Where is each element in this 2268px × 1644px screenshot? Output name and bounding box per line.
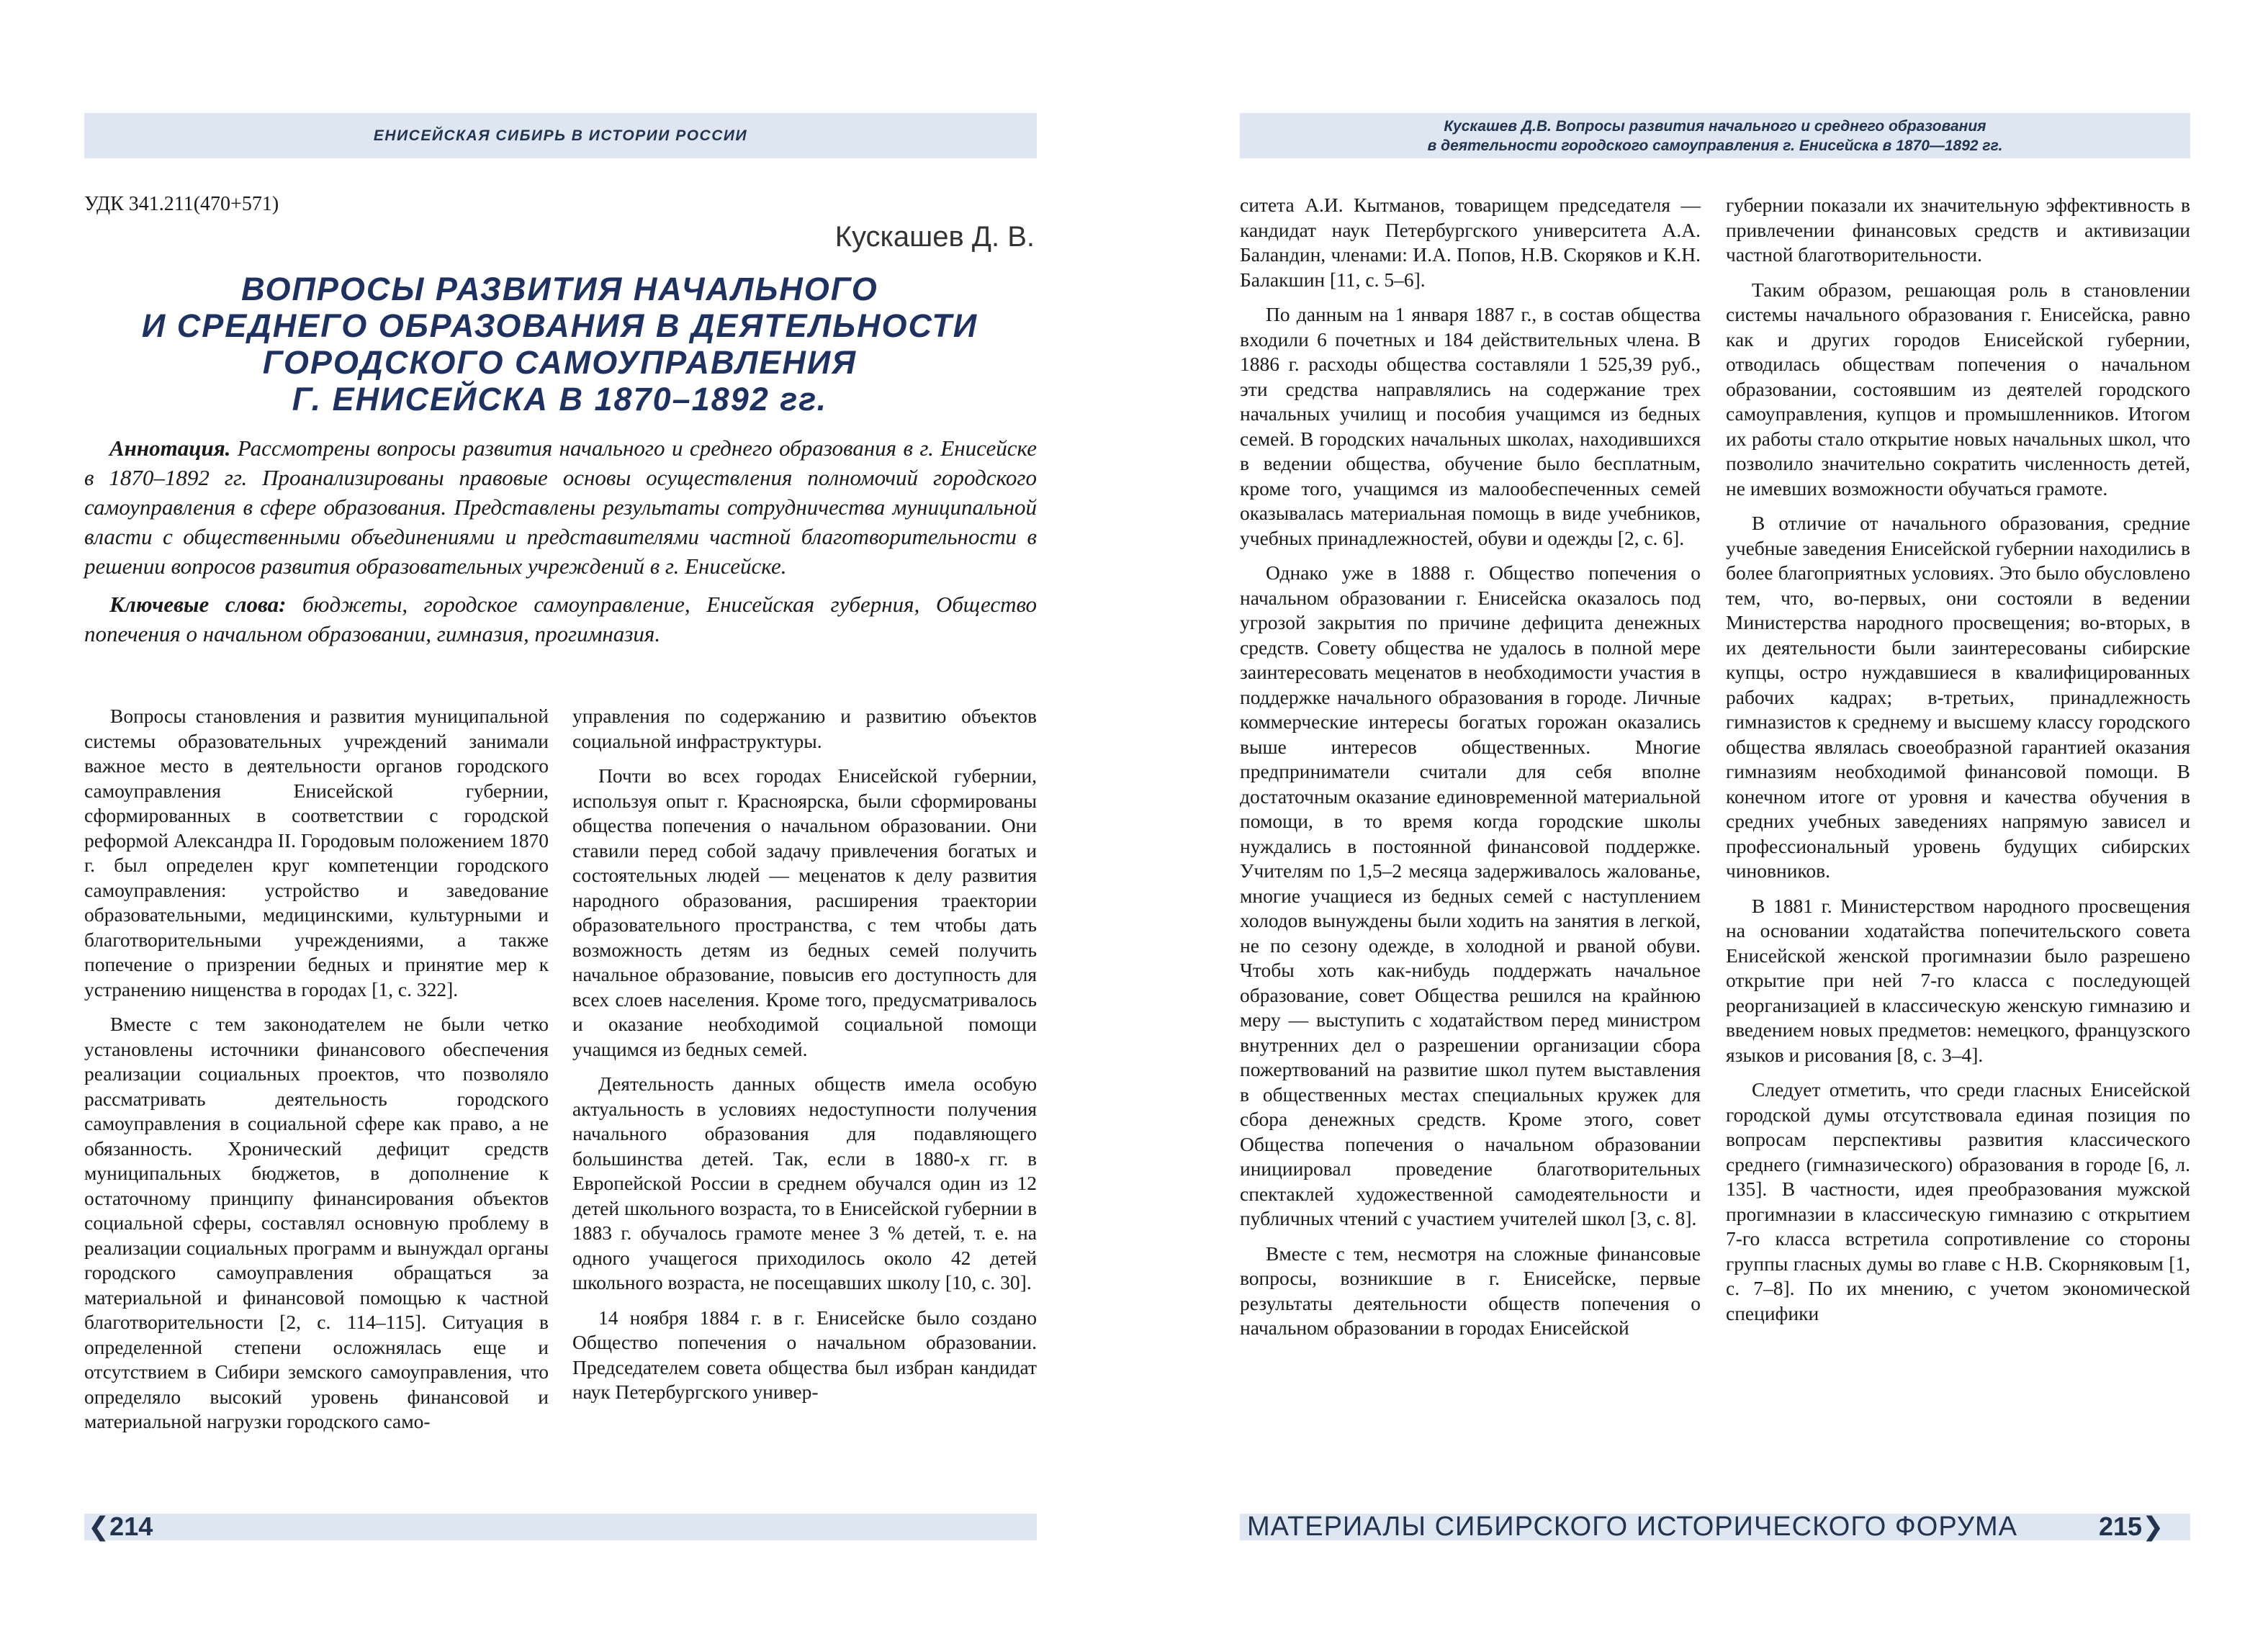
paragraph: Вместе с тем, несмотря на сложные финансовые вопросы, возникшие в г. Енисейске, первые результаты деятельности обществ попечения о начальном образовании в городах Енисейской <box>1240 1242 1701 1339</box>
abstract <box>84 433 1037 581</box>
paragraph: Однако уже в 1888 г. Общество попечения о начальном образовании г. Енисейска оказалось под угрозой закрытия по причине дефицита денежных средств. Совету общества не удалось в полной мере заинтересовать меценатов в необходимости участия в поддержке начального образования в городе. Личные коммерческие интересы богатых горожан оказались выше интересов общественных. Многие предприниматели считали для себя вполне достаточным оказание единовременной материальной помощи, в то время когда городские школы нуждались в постоянной финансовой поддержке. Учителям по 1,5–2 месяца задерживалось жалованье, многие учащиеся из бедных семей с наступлением холодов вынуждены были ходить на занятия в легкой, не по сезону одежде, в холодной и рваной обуви. Чтобы хоть как-нибудь поддержать начальное образование, совет Общества решился на крайнюю меру — выступить с ходатайством перед министром внутренних дел о разрешении организации сбора пожертвований на развитие школ путем выставления в общественных местах специальных кружек для сбора денежных средств. Кроме этого, совет Общества попечения о начальном образовании инициировал проведение благотворительных спектаклей художественной самодеятельности и публичных чтений с участием учителей школ [3, с. 8]. <box>1240 561 1701 1229</box>
running-header: ЕНИСЕЙСКАЯ СИБИРЬ В ИСТОРИИ РОССИИ <box>84 113 1037 158</box>
running-header-line: Кускашев Д.В. Вопросы развития начального и среднего образования <box>1444 118 1986 135</box>
chevron-right-icon: ❯ <box>2142 1512 2164 1541</box>
article-title <box>79 271 1040 417</box>
udk-code: УДК 341.211(470+571) <box>84 193 279 215</box>
right-column-2 <box>1726 193 2190 1336</box>
left-column-2 <box>572 704 1037 1415</box>
paragraph: Вместе с тем законодателем не были четко установлены источники финансового обеспечения реализации социальных проектов, что позволяло рассматривать деятельность городского самоуправления в социальной сфере как право, а не обязанность. Хронический дефицит средств муниципальных бюджетов, в дополнение к остаточному принципу финансирования объектов социальной сферы, составлял основную проблему в реализации социальных программ и вынуждал органы городского самоуправления обращаться за материальной и финансовой помощью к частной благотворительности [2, с. 114–115]. Ситуация в определенной степени осложнялась еще и отсутствием в Сибири земского самоуправления, что определяло высокий уровень финансовой и материальной нагрузки городского само- <box>84 1013 549 1432</box>
running-header-line: в деятельности городского самоуправления г. Енисейска в 1870—1892 гг. <box>1427 137 2003 154</box>
paragraph: По данным на 1 января 1887 г., в состав общества входили 6 почетных и 184 действительных члена. В 1886 г. расходы общества составляли 1 525,39 руб., эти средства направлялись на содержание трех начальных училищ и пособия учащимся из бедных семей. В городских начальных школах, находившихся в ведении общества, обучение было бесплатным, кроме того, учащимся из малообеспеченных семей оказывалась материальная помощь в виде учебников, учебных принадлежностей, обуви и одежды [2, с. 6]. <box>1240 303 1701 549</box>
page-number: ❮214 <box>88 1512 153 1541</box>
keywords <box>84 590 1037 649</box>
title-line: ГОРОДСКОГО САМОУПРАВЛЕНИЯ <box>262 344 858 381</box>
keywords-text: бюджеты, городское самоуправление, Енисейская губерния, Общество попечения о начальном образовании, гимназия, прогимназия. <box>84 592 1038 646</box>
running-header <box>1240 113 2190 158</box>
abstract-label: Аннотация. <box>109 435 231 461</box>
paragraph: Деятельность данных обществ имела особую актуальность в условиях недоступности получения начального образования для подавляющего большинства детей. Так, если в 1880-х гг. в Европейской России в среднем обучался один из 12 детей школьного возраста, то в Енисейской губернии в 1883 г. обучалось грамоте менее 3 % детей, т. е. на одного учащегося приходилось около 42 детей школьного возраста, не посещавших школу [10, с. 30]. <box>572 1072 1037 1293</box>
paragraph: В отличие от начального образования, средние учебные заведения Енисейской губернии находились в более благоприятных условиях. Это было обусловлено тем, что, во-первых, они состояли в ведении Министерства народного просвещения; во-вторых, в их деятельности были заинтересованы сибирские купцы, остро нуждавшиеся в квалифицированных рабочих кадрах; в-третьих, принадлежность гимназистов к среднему и высшему классу городского общества являлась своеобразной гарантией оказания гимназиям необходимой финансовой помощи. В конечном итоге от уровня и качества обучения в средних учебных заведениях напрямую зависел и профессиональный уровень будущих сибирских чиновников. <box>1726 512 2190 882</box>
paragraph: управления по содержанию и развитию объектов социальной инфраструктуры. <box>572 705 1037 752</box>
paragraph: ситета А.И. Кытманов, товарищем председателя — кандидат наук Петербургского университета А.А. Баландин, членами: И.А. Попов, Н.В. Скоряков и К.Н. Балакшин [11, с. 5–6]. <box>1240 194 1701 291</box>
keywords-label: Ключевые слова: <box>109 592 287 617</box>
paragraph: губернии показали их значительную эффективность в привлечении финансовых средств и активизации частной благотворительности. <box>1726 194 2190 266</box>
title-line: Г. ЕНИСЕЙСКА В 1870–1892 гг. <box>292 381 828 417</box>
paragraph: Почти во всех городах Енисейской губернии, используя опыт г. Красноярска, были сформированы общества попечения о начальном образовании. Они ставили перед собой задачу привлечения богатых и состоятельных людей — меценатов к делу развития народного образования, расширения траектории образовательного пространства, с тем чтобы дать возможность детям из бедных семей получить начальное образование, повысив его доступность для всех слоев населения. Кроме того, предусматривалось и оказание необходимой социальной помощи учащимся из бедных семей. <box>572 764 1037 1060</box>
right-column-1 <box>1240 193 1701 1351</box>
paragraph: 14 ноября 1884 г. в г. Енисейске было создано Общество попечения о начальном образовании. Председателем совета общества был избран кандидат наук Петербургского универ- <box>572 1306 1037 1403</box>
left-column-1 <box>84 704 549 1445</box>
paragraph: Таким образом, решающая роль в становлении системы начального образования г. Енисейска, равно как и других городов Енисейской губернии, отводилась обществам попечения о начальном образовании, состоявшим из деятелей городского самоуправления, купцов и промышленников. Итогом их работы стало открытие новых начальных школ, что позволило значительно сократить численность детей, не имевших возможности обучаться грамоте. <box>1726 278 2190 500</box>
chevron-left-icon: ❮ <box>88 1512 110 1541</box>
article-author: Кускашев Д. В. <box>834 221 1035 253</box>
abstract-block <box>84 433 1037 649</box>
paragraph: В 1881 г. Министерством народного просвещения на основании ходатайства попечительского совета Енисейской женской прогимназии было разрешено открытие при ней 7-го класса с последующей реорганизацией в классическую женскую гимназию и введением новых предметов: немецкого, французского языков и рисования [8, с. 3–4]. <box>1726 894 2190 1066</box>
page-number: 215❯ <box>2099 1512 2164 1541</box>
paragraph: Вопросы становления и развития муниципальной системы образовательных учреждений занимали важное место в деятельности органов городского самоуправления Енисейской губернии, сформированных в соответствии с городской реформой Александра II. Городовым положением 1870 г. был определен круг компетенции городского самоуправления: устройство и заведование образовательными, медицинскими, культурными и благотворительными учреждениями, а также попечение о призрении бедных и принятие мер к устранению нищенства в городах [1, с. 322]. <box>84 705 549 1001</box>
forum-title: МАТЕРИАЛЫ СИБИРСКОГО ИСТОРИЧЕСКОГО ФОРУМА <box>1247 1512 2018 1542</box>
footer-band <box>84 1514 1037 1540</box>
title-line: И СРЕДНЕГО ОБРАЗОВАНИЯ В ДЕЯТЕЛЬНОСТИ <box>141 307 978 344</box>
paragraph: Следует отметить, что среди гласных Енисейской городской думы отсутствовала единая позиция по вопросам перспективы развития классического среднего (гимназического) образования в городе [6, л. 135]. В частности, идея преобразования мужской прогимназии в классическую гимназию с открытием 7-го класса встретила сопротивление со стороны группы гласных думы во главе с Н.В. Скорняковым [1, с. 7–8]. По их мнению, с учетом экономической специфики <box>1726 1078 2190 1324</box>
right-page <box>1134 0 2268 1644</box>
title-line: ВОПРОСЫ РАЗВИТИЯ НАЧАЛЬНОГО <box>241 271 878 307</box>
abstract-text: Рассмотрены вопросы развития начального и среднего образования в г. Енисейске в 1870–1892 гг. Проанализированы правовые основы осуществления полномочий городского самоуправления в сфере образования. Представлены результаты сотрудничества муниципальной власти с общественными объединениями и представителями частной благотворительности в решении вопросов развития образовательных учреждений в г. Енисейске. <box>84 435 1038 579</box>
